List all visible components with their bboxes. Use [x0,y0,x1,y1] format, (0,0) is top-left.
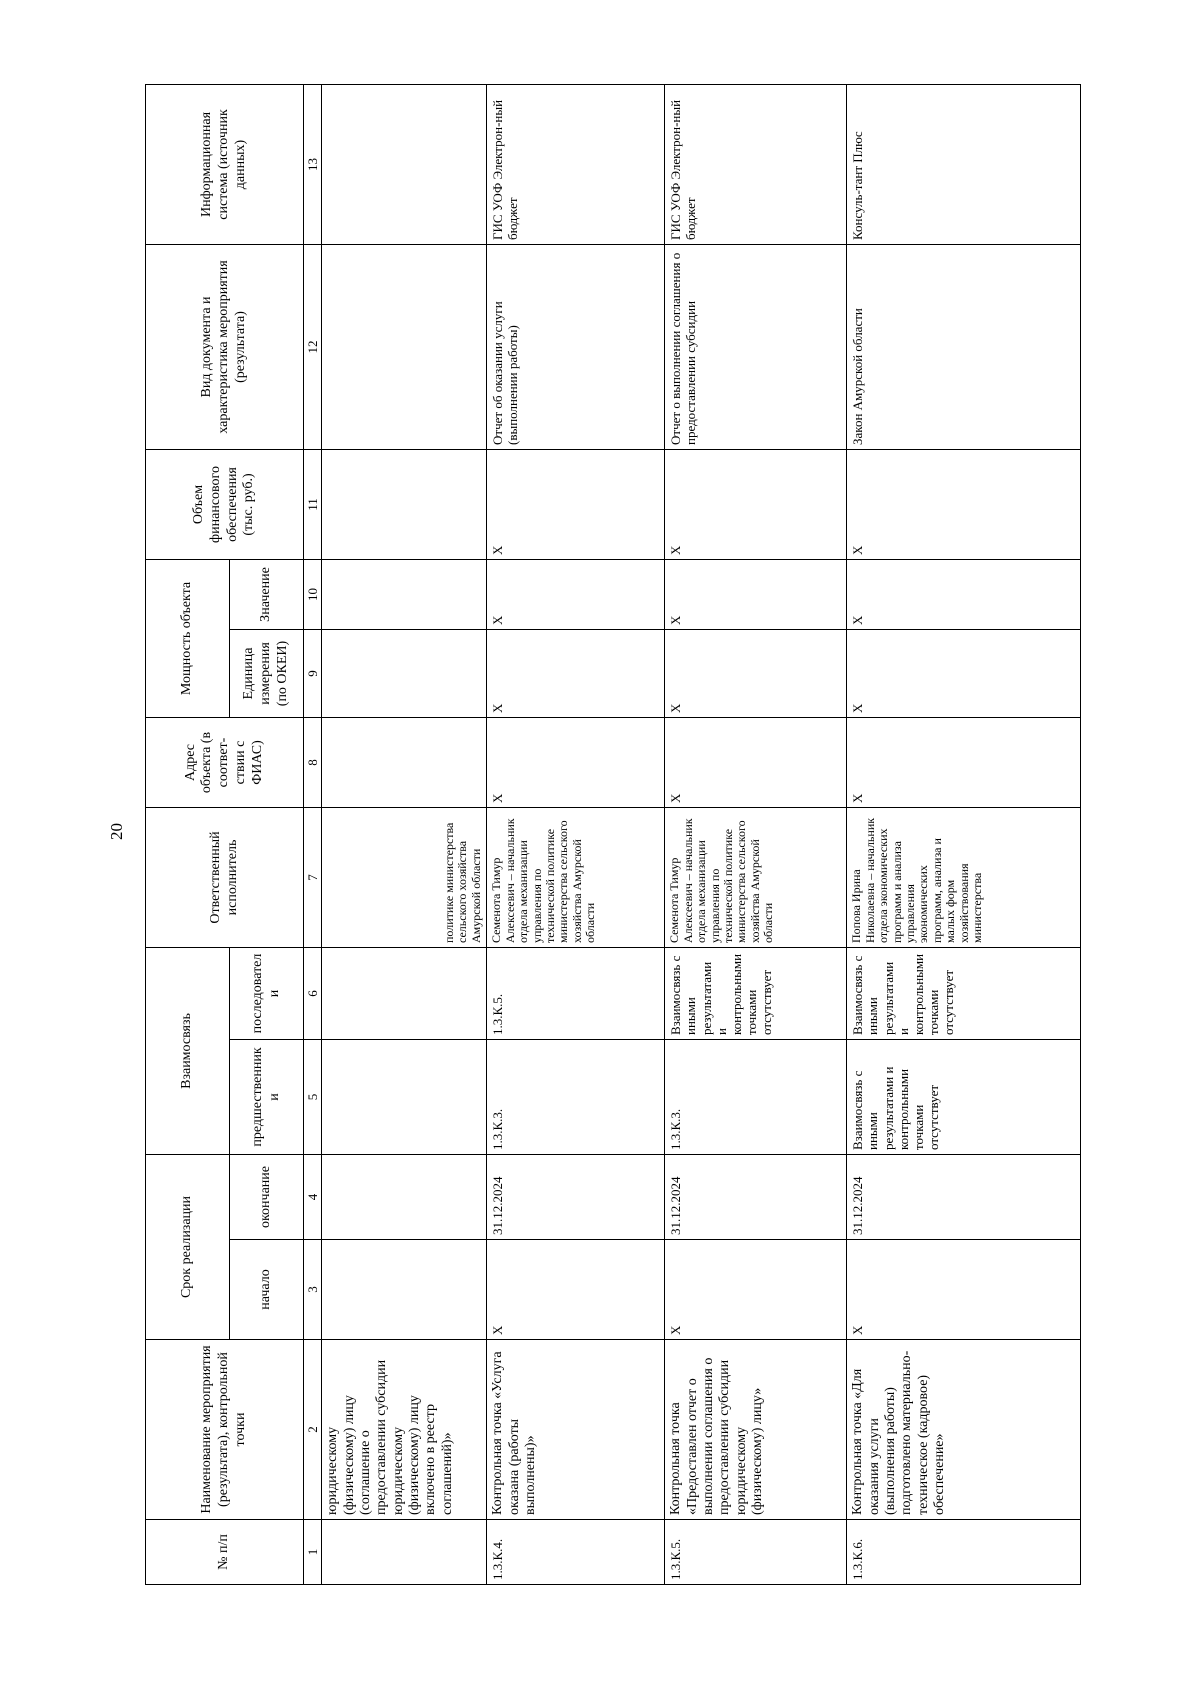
header-term: Срок реализации [146,1155,230,1340]
cell-unit: X [487,630,665,718]
cell-end: 31.12.2024 [665,1155,847,1240]
cell-responsible: Попова Ирина Николаевна – начальник отдела экономических программ и анализа управления экономических программ, анализа и малых форм хозяйствования министерства [847,808,1081,948]
table-row [322,84,487,1584]
cell-next: 1.3.К.5. [487,948,665,1040]
header-power: Мощность объекта [146,559,230,717]
cell-unit: X [665,630,847,718]
cell-financing: X [847,449,1081,559]
cell-start [322,1240,487,1340]
cell-num: 1.3.К.5. [665,1520,847,1585]
cell-name: Контрольная точка «Для оказания услуги (выполнения работы) подготовлено материально-техническое (кадровое) обеспечение» [847,1340,1081,1520]
column-number: 1 [304,1520,322,1585]
header-link: Взаимосвязь [146,948,230,1155]
cell-financing [322,449,487,559]
header-responsible: Ответственный исполнитель [146,808,304,948]
table-row [487,84,665,1584]
header-term-end: окончание [230,1155,304,1240]
header-num: № п/п [146,1520,304,1585]
table-rotated-container [145,85,1080,1585]
cell-address: X [665,718,847,808]
column-number: 8 [304,718,322,808]
cell-value [322,559,487,629]
column-number: 12 [304,244,322,449]
events-table [145,84,1081,1585]
cell-responsible: Семенота Тимур Алексеевич – начальник отдела механизации управления по технической политике министерства сельского хозяйства Амурской области [665,808,847,948]
cell-prev: 1.3.К.3. [665,1040,847,1155]
cell-info-system: ГИС УОФ Электрон-ный бюджет [665,84,847,244]
table-row [665,84,847,1584]
cell-document: Закон Амурской области [847,244,1081,449]
table-row [847,84,1081,1584]
cell-address: X [847,718,1081,808]
column-number: 3 [304,1240,322,1340]
cell-end: 31.12.2024 [487,1155,665,1240]
column-number: 4 [304,1155,322,1240]
cell-document: Отчет об оказании услуги (выполнении работы) [487,244,665,449]
column-number: 5 [304,1040,322,1155]
cell-num: 1.3.К.4. [487,1520,665,1585]
header-document: Вид документа и характеристика мероприятия (результата) [146,244,304,449]
column-number-row [304,84,322,1584]
cell-value: X [487,559,665,629]
column-number: 6 [304,948,322,1040]
header-financing: Объем финансового обеспечения (тыс. руб.) [146,449,304,559]
cell-start: X [487,1240,665,1340]
cell-name: Контрольная точка «Услуга оказана (работы выполнены)» [487,1340,665,1520]
cell-document [322,244,487,449]
header-link-next: последователи [230,948,304,1040]
cell-responsible: Семенота Тимур Алексеевич – начальник отдела механизации управления по технической политике министерства сельского хозяйства Амурской области [487,808,665,948]
cell-prev [322,1040,487,1155]
column-number: 2 [304,1340,322,1520]
header-row-1 [146,84,230,1584]
header-info-system: Информационная система (источник данных) [146,84,304,244]
cell-start: X [847,1240,1081,1340]
cell-unit [322,630,487,718]
header-power-unit: Единица измерения (по ОКЕИ) [230,630,304,718]
cell-end [322,1155,487,1240]
cell-next: Взаимосвязь с иными результатами и контрольными точками отсутствует [847,948,1081,1040]
cell-address [322,718,487,808]
header-name: Наименование мероприятия (результата), контрольной точки [146,1340,304,1520]
header-term-start: начало [230,1240,304,1340]
cell-responsible: политике министерства сельского хозяйства Амурской области [322,808,487,948]
cell-name: Контрольная точка «Предоставлен отчет о выполнении соглашения о предоставлении субсидии юридическому (физическому) лицу» [665,1340,847,1520]
cell-info-system [322,84,487,244]
column-number: 10 [304,559,322,629]
cell-prev: 1.3.К.3. [487,1040,665,1155]
cell-start: X [665,1240,847,1340]
header-address: Адрес объекта (в соответ-ствии с ФИАС) [146,718,304,808]
cell-info-system: Консуль-тант Плюс [847,84,1081,244]
column-number: 13 [304,84,322,244]
cell-end: 31.12.2024 [847,1155,1081,1240]
cell-next: Взаимосвязь с иными результатами и контрольными точками отсутствует [665,948,847,1040]
cell-num [322,1520,487,1585]
column-number: 9 [304,630,322,718]
cell-financing: X [487,449,665,559]
cell-value: X [847,559,1081,629]
cell-name: юридическому (физическому) лицу (соглашение о предоставлении субсидии юридическому (физическому) лицу включено в реестр соглашений)» [322,1340,487,1520]
cell-next [322,948,487,1040]
cell-address: X [487,718,665,808]
column-number: 11 [304,449,322,559]
column-number: 7 [304,808,322,948]
cell-prev: Взаимосвязь с иными результатами и контрольными точками отсутствует [847,1040,1081,1155]
cell-num: 1.3.К.6. [847,1520,1081,1585]
cell-unit: X [847,630,1081,718]
cell-financing: X [665,449,847,559]
cell-info-system: ГИС УОФ Электрон-ный бюджет [487,84,665,244]
header-link-prev: предшественники [230,1040,304,1155]
cell-document: Отчет о выполнении соглашения о предоставлении субсидии [665,244,847,449]
cell-value: X [665,559,847,629]
page-number: 20 [107,823,126,840]
header-power-value: Значение [230,559,304,629]
